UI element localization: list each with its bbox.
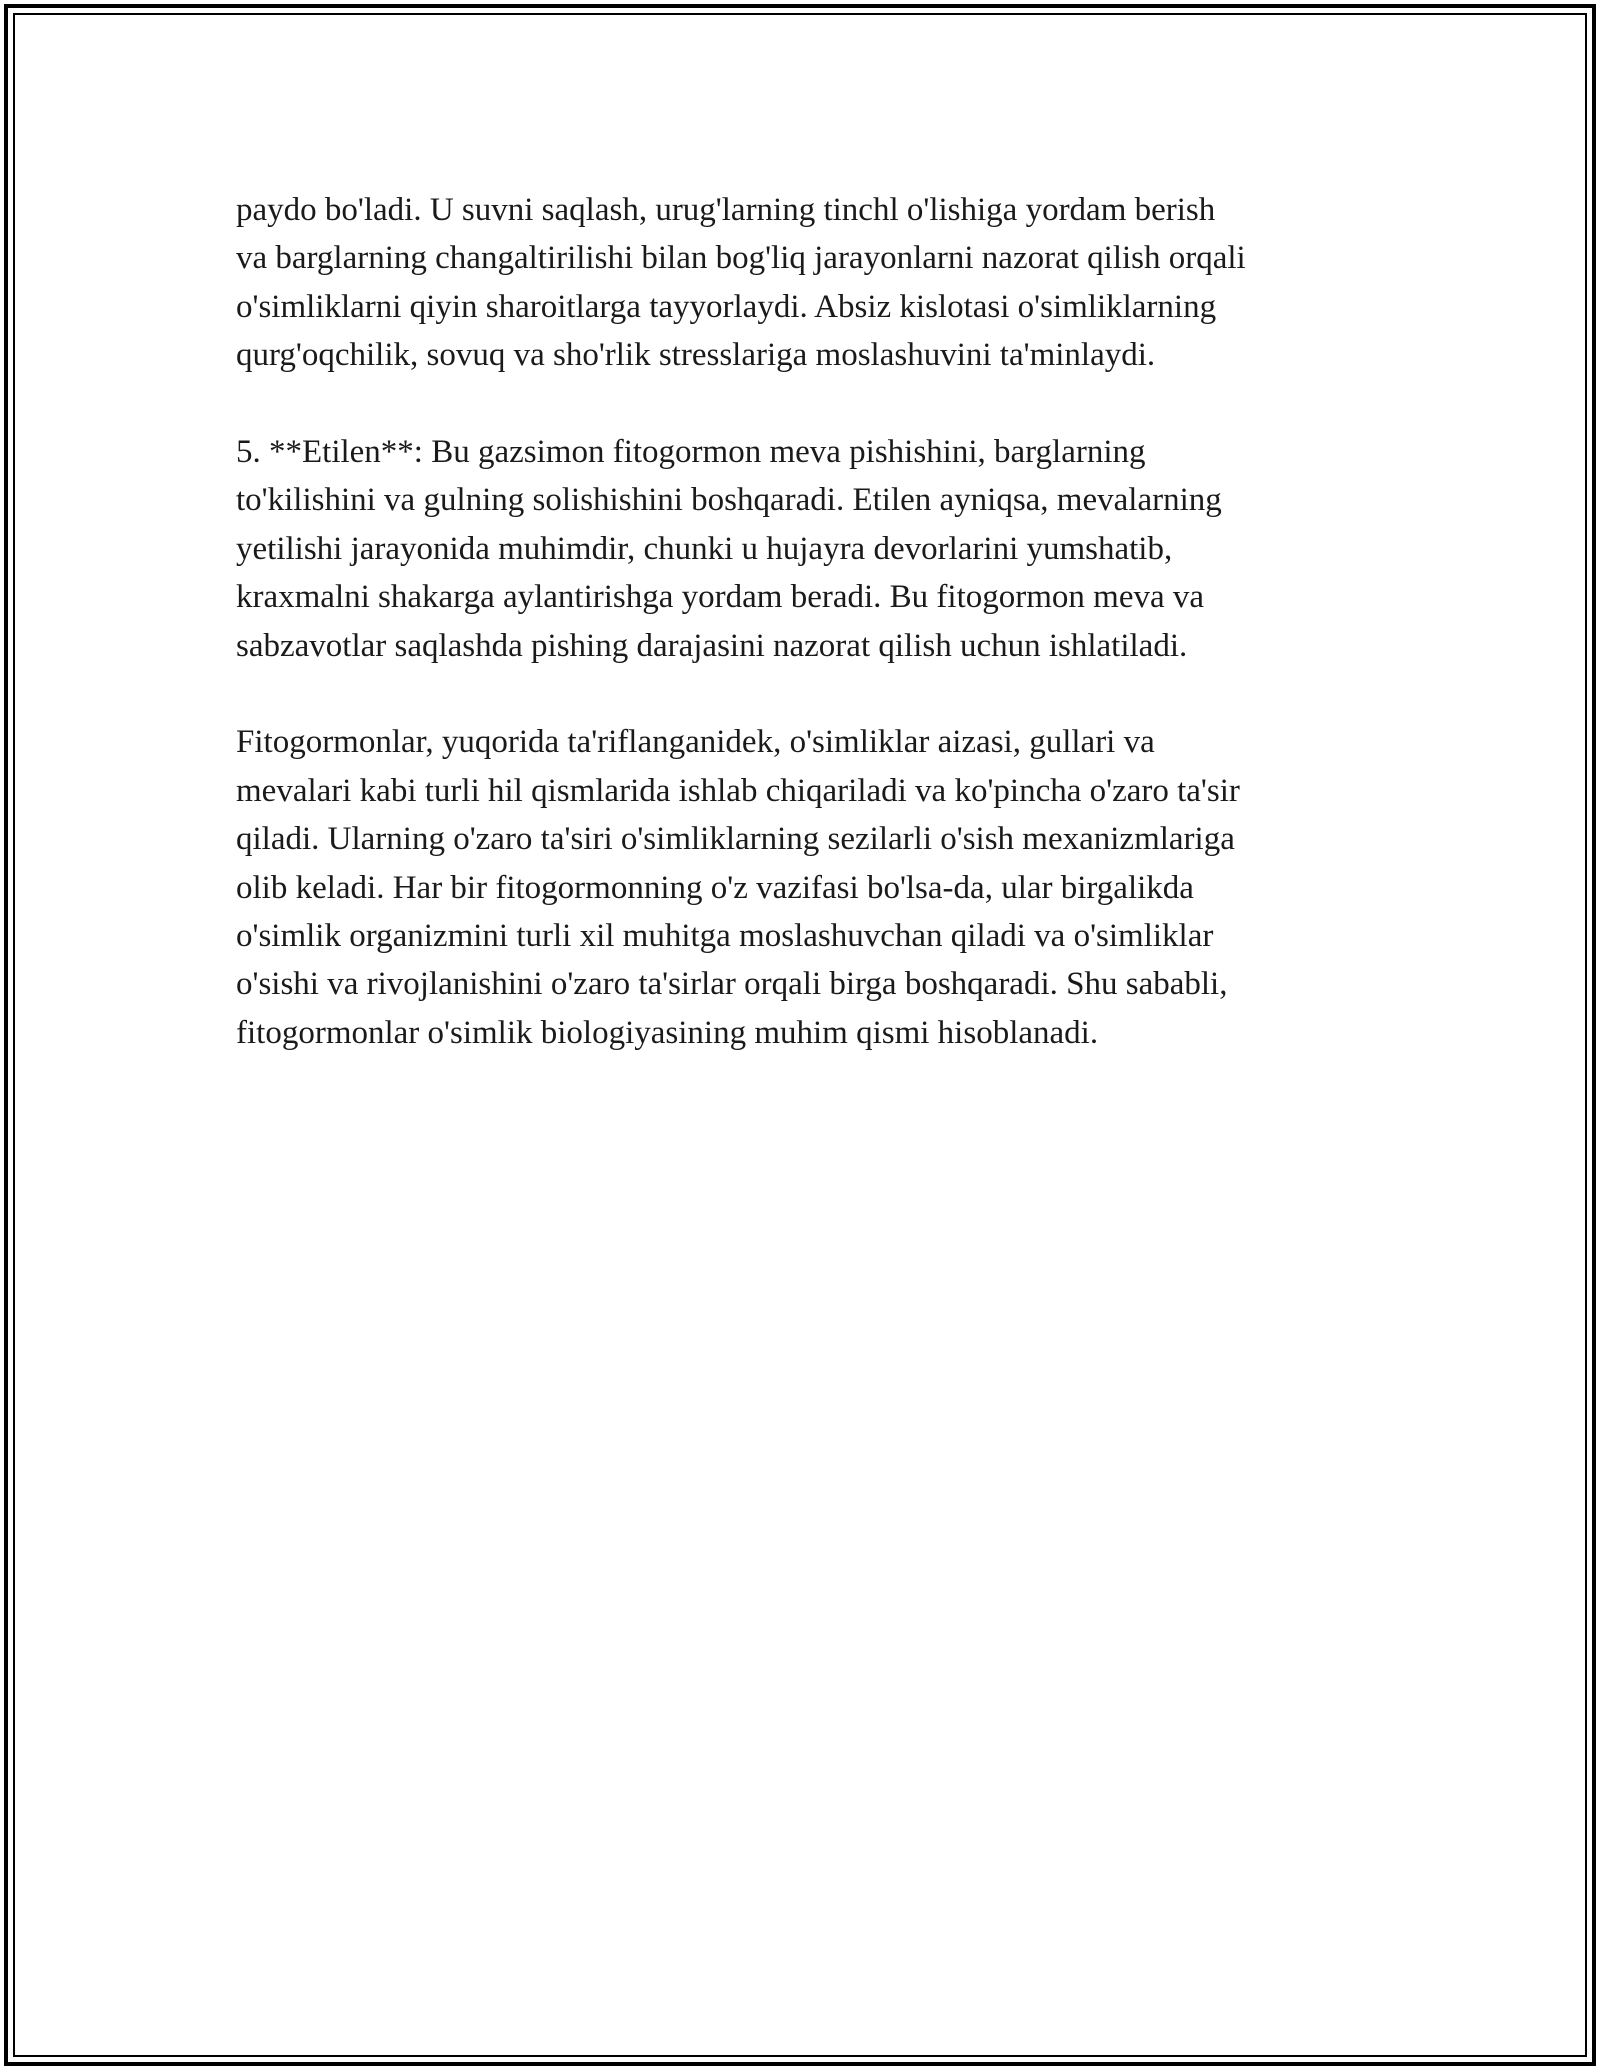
- paragraph-ethylene: 5. **Etilen**: Bu gazsimon fitogormon meva pishishini, barglarning to'kilishini va gulning solishishini boshqaradi. Etilen ayniqsa, mevalarning yetilishi jarayonida muhimdir, chunki u hujayra devorlarini yumshatib, kraxmalni shakarga aylantirishga yordam beradi. Bu fitogormon meva va sabzavotlar saqlashda pishing darajasini nazorat qilish uchun ishlatiladi.: [236, 434, 1222, 664]
- paragraph-conclusion: Fitogormonlar, yuqorida ta'riflanganidek, o'simliklar aizasi, gullari va mevalari kabi turli hil qismlarida ishlab chiqariladi va ko'pincha o'zaro ta'sir qiladi. Ularning o'zaro ta'siri o'simliklarning sezilarli o'sish mexanizmlariga olib keladi. Har bir fitogormonning o'z vazifasi bo'lsa-da, ular birgalikda o'simlik organizmini turli xil muhitga moslashuvchan qiladi va o'simliklar o'sishi va rivojlanishini o'zaro ta'sirlar orqali birga boshqaradi. Shu sababli, fitogormonlar o'simlik biologiyasining muhim qismi hisoblanadi.: [236, 724, 1240, 1051]
- document-body: [236, 186, 1366, 1106]
- paragraph-abscisic-acid: paydo bo'ladi. U suvni saqlash, urug'larning tinchl o'lishiga yordam berish va barglarning changaltirilishi bilan bog'liq jarayonlarni nazorat qilish orqali o'simliklarni qiyin sharoitlarga tayyorlaydi. Absiz kislotasi o'simliklarning qurg'oqchilik, sovuq va sho'rlik stresslariga moslashuvini ta'minlaydi.: [236, 192, 1246, 374]
